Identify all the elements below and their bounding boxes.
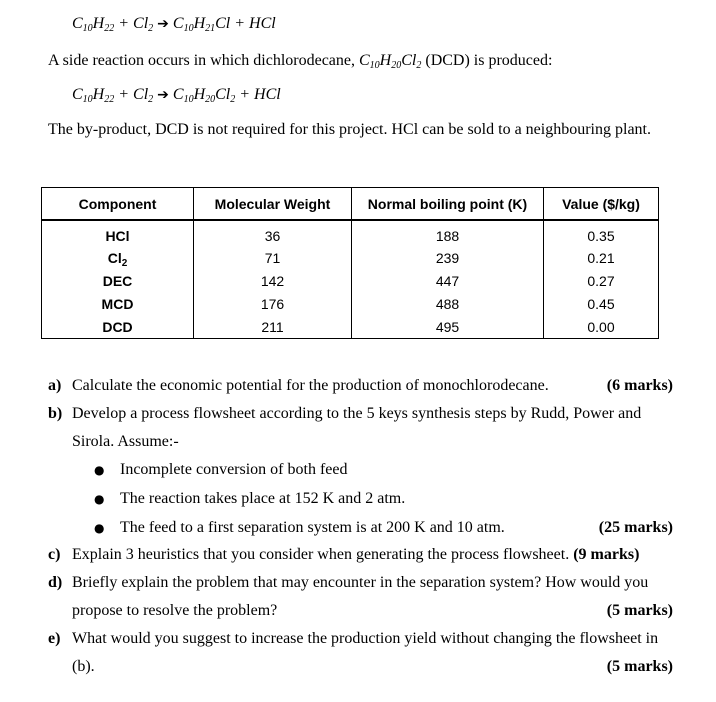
bullet-icon: ●: [94, 463, 105, 477]
question-label: c): [48, 546, 61, 563]
bullet-item: ● The reaction takes place at 152 K and 2 atm.: [94, 490, 406, 507]
question-label: b): [48, 405, 63, 422]
header-boiling-point: Normal boiling point (K): [352, 188, 544, 221]
marks-label: (5 marks): [606, 602, 673, 619]
cell-mw: 176: [194, 292, 352, 315]
bullet-item: ● The feed to a first separation system is at 200 K and 10 atm.: [94, 519, 505, 536]
cell-bp: 239: [352, 246, 544, 269]
cell-mw: 71: [194, 246, 352, 269]
table-header-row: [42, 188, 659, 221]
side-reaction-text: A side reaction occurs in which dichlorodecane, $C_{10}H_{20}Cl_2$ (DCD) is produced:: [48, 52, 553, 71]
cell-bp: 495: [352, 315, 544, 339]
arrow-right-icon: ➔: [157, 16, 169, 32]
question-b-line2: Sirola. Assume:-: [72, 433, 179, 450]
question-text: What would you suggest to increase the production yield without changing the flowsheet in: [72, 630, 659, 647]
question-b: [48, 405, 673, 423]
header-component: Component: [42, 188, 194, 221]
table-row: [42, 269, 659, 292]
marks-label: (25 marks): [598, 519, 673, 536]
cell-bp: 447: [352, 269, 544, 292]
question-b-marks-row: [48, 519, 673, 537]
cell-component: $Cl_2$: [42, 246, 194, 269]
table-row: [42, 246, 659, 269]
table-row: [42, 220, 659, 246]
side-reaction-equation: $C_{10}H_{22} + Cl_2$ ➔ $C_{10}H_{20}Cl_2$ + HCl: [72, 86, 281, 105]
bullet-item: ● Incomplete conversion of both feed: [94, 461, 348, 478]
cell-mw: 211: [194, 315, 352, 339]
question-text: Briefly explain the problem that may encounter in the separation system? How would you: [72, 574, 649, 591]
question-c: [48, 546, 673, 564]
cell-value: 0.35: [544, 220, 659, 246]
cell-value: 0.27: [544, 269, 659, 292]
bullet-icon: ●: [94, 521, 105, 535]
cell-value: 0.21: [544, 246, 659, 269]
cell-component: DCD: [42, 315, 194, 339]
cell-mw: 36: [194, 220, 352, 246]
header-value: Value ($/kg): [544, 188, 659, 221]
question-text: Calculate the economic potential for the production of monochlorodecane.: [72, 377, 549, 394]
marks-label: (6 marks): [606, 377, 673, 394]
cell-bp: 488: [352, 292, 544, 315]
question-d: [48, 574, 673, 592]
main-reaction-equation: $C_{10}H_{22} + Cl_2$ ➔ $C_{10}H_{21}Cl$ + HCl: [72, 15, 276, 34]
cell-value: 0.00: [544, 315, 659, 339]
arrow-right-icon: ➔: [157, 87, 169, 103]
byproduct-text: The by-product, DCD is not required for this project. HCl can be sold to a neighbouring plant.: [48, 121, 651, 138]
cell-component: MCD: [42, 292, 194, 315]
marks-label: (5 marks): [606, 658, 673, 675]
question-label: d): [48, 574, 63, 591]
table-row: [42, 315, 659, 339]
question-text: Explain 3 heuristics that you consider when generating the process flowsheet.: [72, 546, 570, 563]
component-table: [41, 187, 659, 339]
cell-value: 0.45: [544, 292, 659, 315]
cell-bp: 188: [352, 220, 544, 246]
question-a: [48, 377, 673, 395]
marks-label: (9 marks): [573, 546, 640, 563]
question-label: e): [48, 630, 61, 647]
question-text: Develop a process flowsheet according to the 5 keys synthesis steps by Rudd, Power and: [72, 405, 642, 422]
cell-component: DEC: [42, 269, 194, 292]
cell-mw: 142: [194, 269, 352, 292]
header-molecular-weight: Molecular Weight: [194, 188, 352, 221]
table-row: [42, 292, 659, 315]
cell-component: HCl: [42, 220, 194, 246]
question-e: [48, 630, 673, 648]
question-label: a): [48, 377, 62, 394]
bullet-icon: ●: [94, 492, 105, 506]
question-e-line2: (b). (5 marks): [72, 658, 673, 675]
question-d-line2: propose to resolve the problem? (5 marks): [72, 602, 673, 619]
